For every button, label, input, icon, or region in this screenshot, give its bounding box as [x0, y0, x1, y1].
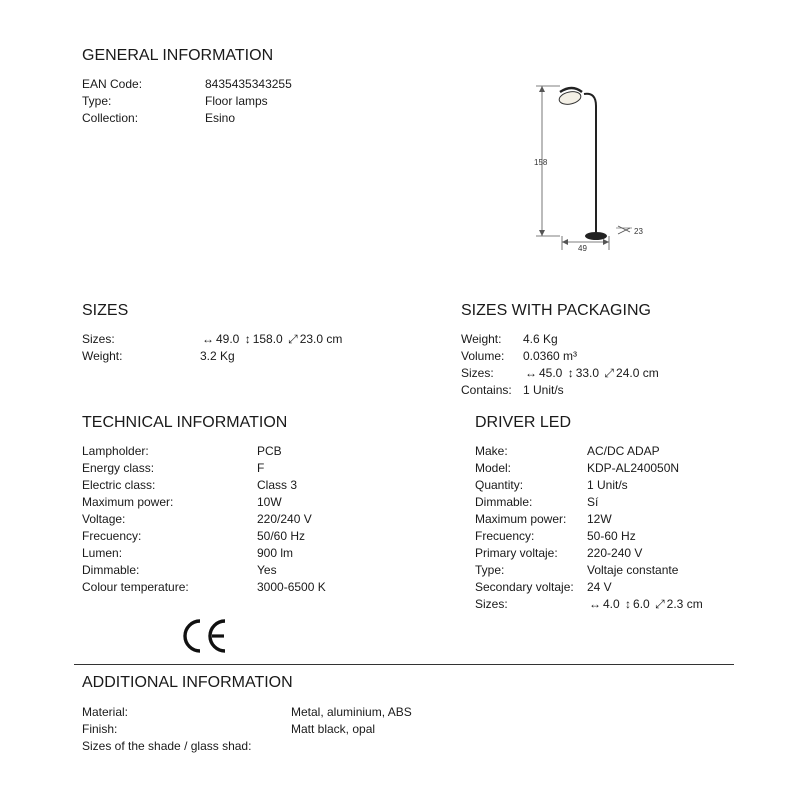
height-arrow-icon: ↕: [244, 332, 251, 346]
ce-mark-icon: [180, 617, 230, 655]
width-value: 4.0: [603, 597, 620, 611]
driver-value: 1 Unit/s: [587, 478, 628, 492]
technical-value: F: [257, 461, 265, 475]
driver-value: Sí: [587, 495, 599, 509]
sizes-weight-value: 3.2 Kg: [200, 349, 235, 363]
driver-key: Dimmable:: [475, 495, 533, 509]
technical-value: 220/240 V: [257, 512, 312, 526]
technical-key: Voltage:: [82, 512, 126, 526]
height-value: 6.0: [633, 597, 650, 611]
height-value: 33.0: [575, 366, 600, 380]
width-dimension-label: 49: [578, 244, 587, 253]
technical-key: Maximum power:: [82, 495, 174, 509]
general-value: 8435435343255: [205, 77, 292, 91]
technical-key: Lampholder:: [82, 444, 149, 458]
height-arrow-icon: ↕: [567, 366, 574, 380]
general-key: EAN Code:: [82, 77, 143, 91]
sizes-key: Sizes:: [82, 332, 115, 346]
driver-led-heading: DRIVER LED: [475, 414, 572, 431]
depth-value: 23.0 cm: [299, 332, 343, 346]
driver-key: Primary voltaje:: [475, 546, 558, 560]
sizes-dimensions-value: [200, 331, 342, 348]
driver-dimensions-value: [587, 596, 703, 613]
driver-value: 24 V: [587, 580, 612, 594]
driver-value: 12W: [587, 512, 612, 526]
depth-arrow-icon: ⤢: [655, 597, 665, 611]
technical-information-heading: TECHNICAL INFORMATION: [82, 414, 288, 431]
additional-key: Material:: [82, 705, 129, 719]
height-arrow-icon: ↕: [625, 597, 632, 611]
driver-key: Frecuency:: [475, 529, 535, 543]
general-key: Type:: [82, 94, 112, 108]
additional-value: Metal, aluminium, ABS: [291, 705, 412, 719]
technical-key: Frecuency:: [82, 529, 142, 543]
height-dimension-label: 158: [534, 158, 548, 167]
technical-value: Class 3: [257, 478, 298, 492]
general-key: Collection:: [82, 111, 139, 125]
lamp-base: [585, 232, 607, 240]
depth-arrow-icon: ⤢: [604, 366, 615, 380]
driver-value: AC/DC ADAP: [587, 444, 660, 458]
height-value: 158.0: [252, 332, 283, 346]
technical-key: Energy class:: [82, 461, 155, 475]
general-value: Esino: [205, 111, 236, 125]
packaging-value: 4.6 Kg: [523, 332, 558, 346]
sizes-key: Weight:: [82, 349, 123, 363]
technical-value: 3000-6500 K: [257, 580, 326, 594]
technical-value: Yes: [257, 563, 277, 577]
driver-key: Type:: [475, 563, 505, 577]
packaging-key: Weight:: [461, 332, 502, 346]
lamp-dimension-drawing: [520, 78, 660, 258]
additional-key: Sizes of the shade / glass shad:: [82, 739, 252, 753]
technical-value: 50/60 Hz: [257, 529, 306, 543]
driver-key: Make:: [475, 444, 508, 458]
section-divider: [74, 664, 734, 665]
packaging-heading: SIZES WITH PACKAGING: [461, 302, 651, 319]
packaging-key: Contains:: [461, 383, 512, 397]
general-information-heading: GENERAL INFORMATION: [82, 47, 274, 64]
general-value: Floor lamps: [205, 94, 268, 108]
packaging-key: Volume:: [461, 349, 505, 363]
driver-value: Voltaje constante: [587, 563, 679, 577]
packaging-dimensions-value: [523, 365, 659, 382]
depth-value: 24.0 cm: [616, 366, 659, 380]
depth-value: 2.3 cm: [666, 597, 703, 611]
depth-arrow-icon: ⤢: [288, 332, 298, 346]
driver-value: KDP-AL240050N: [587, 461, 680, 475]
width-arrow-icon: ↔: [202, 332, 214, 346]
technical-key: Electric class:: [82, 478, 156, 492]
packaging-value: 0.0360 m³: [523, 349, 578, 363]
technical-key: Dimmable:: [82, 563, 140, 577]
depth-dimension-label: 23: [634, 227, 643, 236]
additional-key: Finish:: [82, 722, 118, 736]
packaging-key: Sizes:: [461, 366, 494, 380]
width-arrow-icon: ↔: [589, 597, 601, 611]
driver-value: 220-240 V: [587, 546, 643, 560]
driver-key: Sizes:: [475, 597, 508, 611]
driver-key: Maximum power:: [475, 512, 567, 526]
width-arrow-icon: ↔: [525, 366, 537, 380]
technical-value: 10W: [257, 495, 282, 509]
width-value: 45.0: [539, 366, 563, 380]
driver-key: Quantity:: [475, 478, 524, 492]
technical-key: Lumen:: [82, 546, 123, 560]
driver-value: 50-60 Hz: [587, 529, 636, 543]
width-value: 49.0: [216, 332, 240, 346]
sizes-heading: SIZES: [82, 302, 129, 319]
driver-key: Secondary voltaje:: [475, 580, 574, 594]
technical-value: 900 lm: [257, 546, 294, 560]
driver-key: Model:: [475, 461, 512, 475]
technical-key: Colour temperature:: [82, 580, 189, 594]
additional-value: Matt black, opal: [291, 722, 376, 736]
technical-value: PCB: [257, 444, 282, 458]
lamp-pole: [584, 94, 596, 233]
additional-information-heading: ADDITIONAL INFORMATION: [82, 674, 293, 691]
packaging-value: 1 Unit/s: [523, 383, 564, 397]
